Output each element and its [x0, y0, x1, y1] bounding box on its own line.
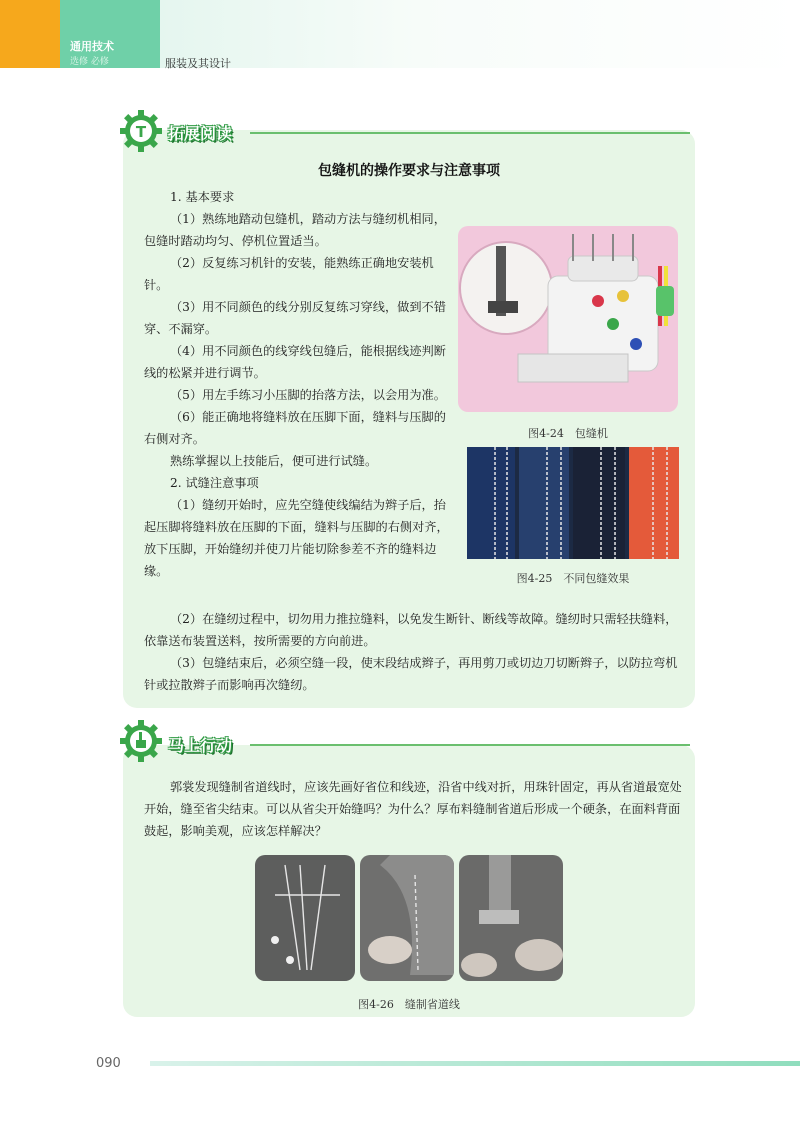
- figure-caption-4-26: 图4-26 缝制省道线: [358, 998, 460, 1011]
- extended-reading-label: 拓展阅读: [168, 124, 233, 143]
- svg-text:T: T: [135, 123, 147, 141]
- action-text: [144, 776, 684, 842]
- header-orange-tab: [0, 0, 60, 68]
- paragraph: （3）用不同颜色的线分别反复练习穿线，做到不错穿、不漏穿。: [144, 300, 446, 336]
- section-divider: [250, 132, 690, 134]
- serger-machine-photo: [458, 226, 678, 412]
- requirements-text: [144, 186, 456, 582]
- section-divider: [250, 744, 690, 746]
- pointing-hand-gear-icon: [118, 718, 164, 764]
- action-label: 马上行动: [168, 736, 233, 755]
- figure-caption-4-24: 图4-24 包缝机: [528, 427, 608, 440]
- paragraph: （2）反复练习机针的安装，能熟练正确地安装机针。: [144, 256, 434, 292]
- paragraph: （4）用不同颜色的线穿线包缝后，能根据线迹判断线的松紧并进行调节。: [144, 344, 446, 380]
- paragraph: 郭裳发现缝制省道线时，应该先画好省位和线迹，沿省中线对折，用珠针固定，再从省道最宽处开始，缝至省尖结束。可以从省尖开始缝吗？为什么？厚布料缝制省道后形成一个硬条，在面料背面鼓起，影响美观，应该怎样解决？: [144, 780, 682, 838]
- paragraph: （1）缝纫开始时，应先空缝使线编结为辫子后，抬起压脚将缝料放在压脚的下面，缝料与压脚的右侧对齐，放下压脚，开始缝纫并使刀片能切除参差不齐的缝料边缘。: [144, 498, 449, 578]
- dart-pinning-photo: [360, 855, 454, 981]
- page-number: 090: [96, 1056, 121, 1071]
- serging-effects-photo: [467, 447, 679, 559]
- gear-icon: [118, 108, 164, 154]
- footer-bar: [150, 1061, 800, 1066]
- paragraph: 2. 试缝注意事项: [170, 476, 259, 490]
- header-fade: [160, 0, 800, 68]
- paragraph: （1）熟练地踏动包缝机，踏动方法与缝纫机相同，包缝时踏动均匀、停机位置适当。: [144, 212, 446, 248]
- trial-sewing-notes: [144, 608, 684, 696]
- paragraph: 熟练掌握以上技能后，便可进行试缝。: [170, 454, 378, 468]
- series-title: 通用技术: [70, 40, 114, 53]
- dart-marking-photo: [255, 855, 355, 981]
- dart-sewing-photo: [459, 855, 563, 981]
- paragraph: （6）能正确地将缝料放在压脚下面，缝料与压脚的右侧对齐。: [144, 410, 446, 446]
- chapter-title: 服装及其设计: [165, 57, 231, 70]
- paragraph: （3）包缝结束后，必须空缝一段，使末段结成辫子，再用剪刀或切边刀切断辫子，以防拉弯机针或拉散辫子而影响再次缝纫。: [144, 656, 678, 692]
- paragraph: （2）在缝纫过程中，切勿用力推拉缝料，以免发生断针、断线等故障。缝纫时只需轻扶缝料，依靠送布装置送料，按所需要的方向前进。: [144, 612, 678, 648]
- paragraph: （5）用左手练习小压脚的抬落方法，以会用为准。: [170, 388, 446, 402]
- box-title: 包缝机的操作要求与注意事项: [318, 163, 500, 179]
- paragraph: 1. 基本要求: [170, 190, 235, 204]
- series-subtitle: 选修 必修: [70, 57, 109, 67]
- figure-caption-4-25: 图4-25 不同包缝效果: [516, 572, 630, 585]
